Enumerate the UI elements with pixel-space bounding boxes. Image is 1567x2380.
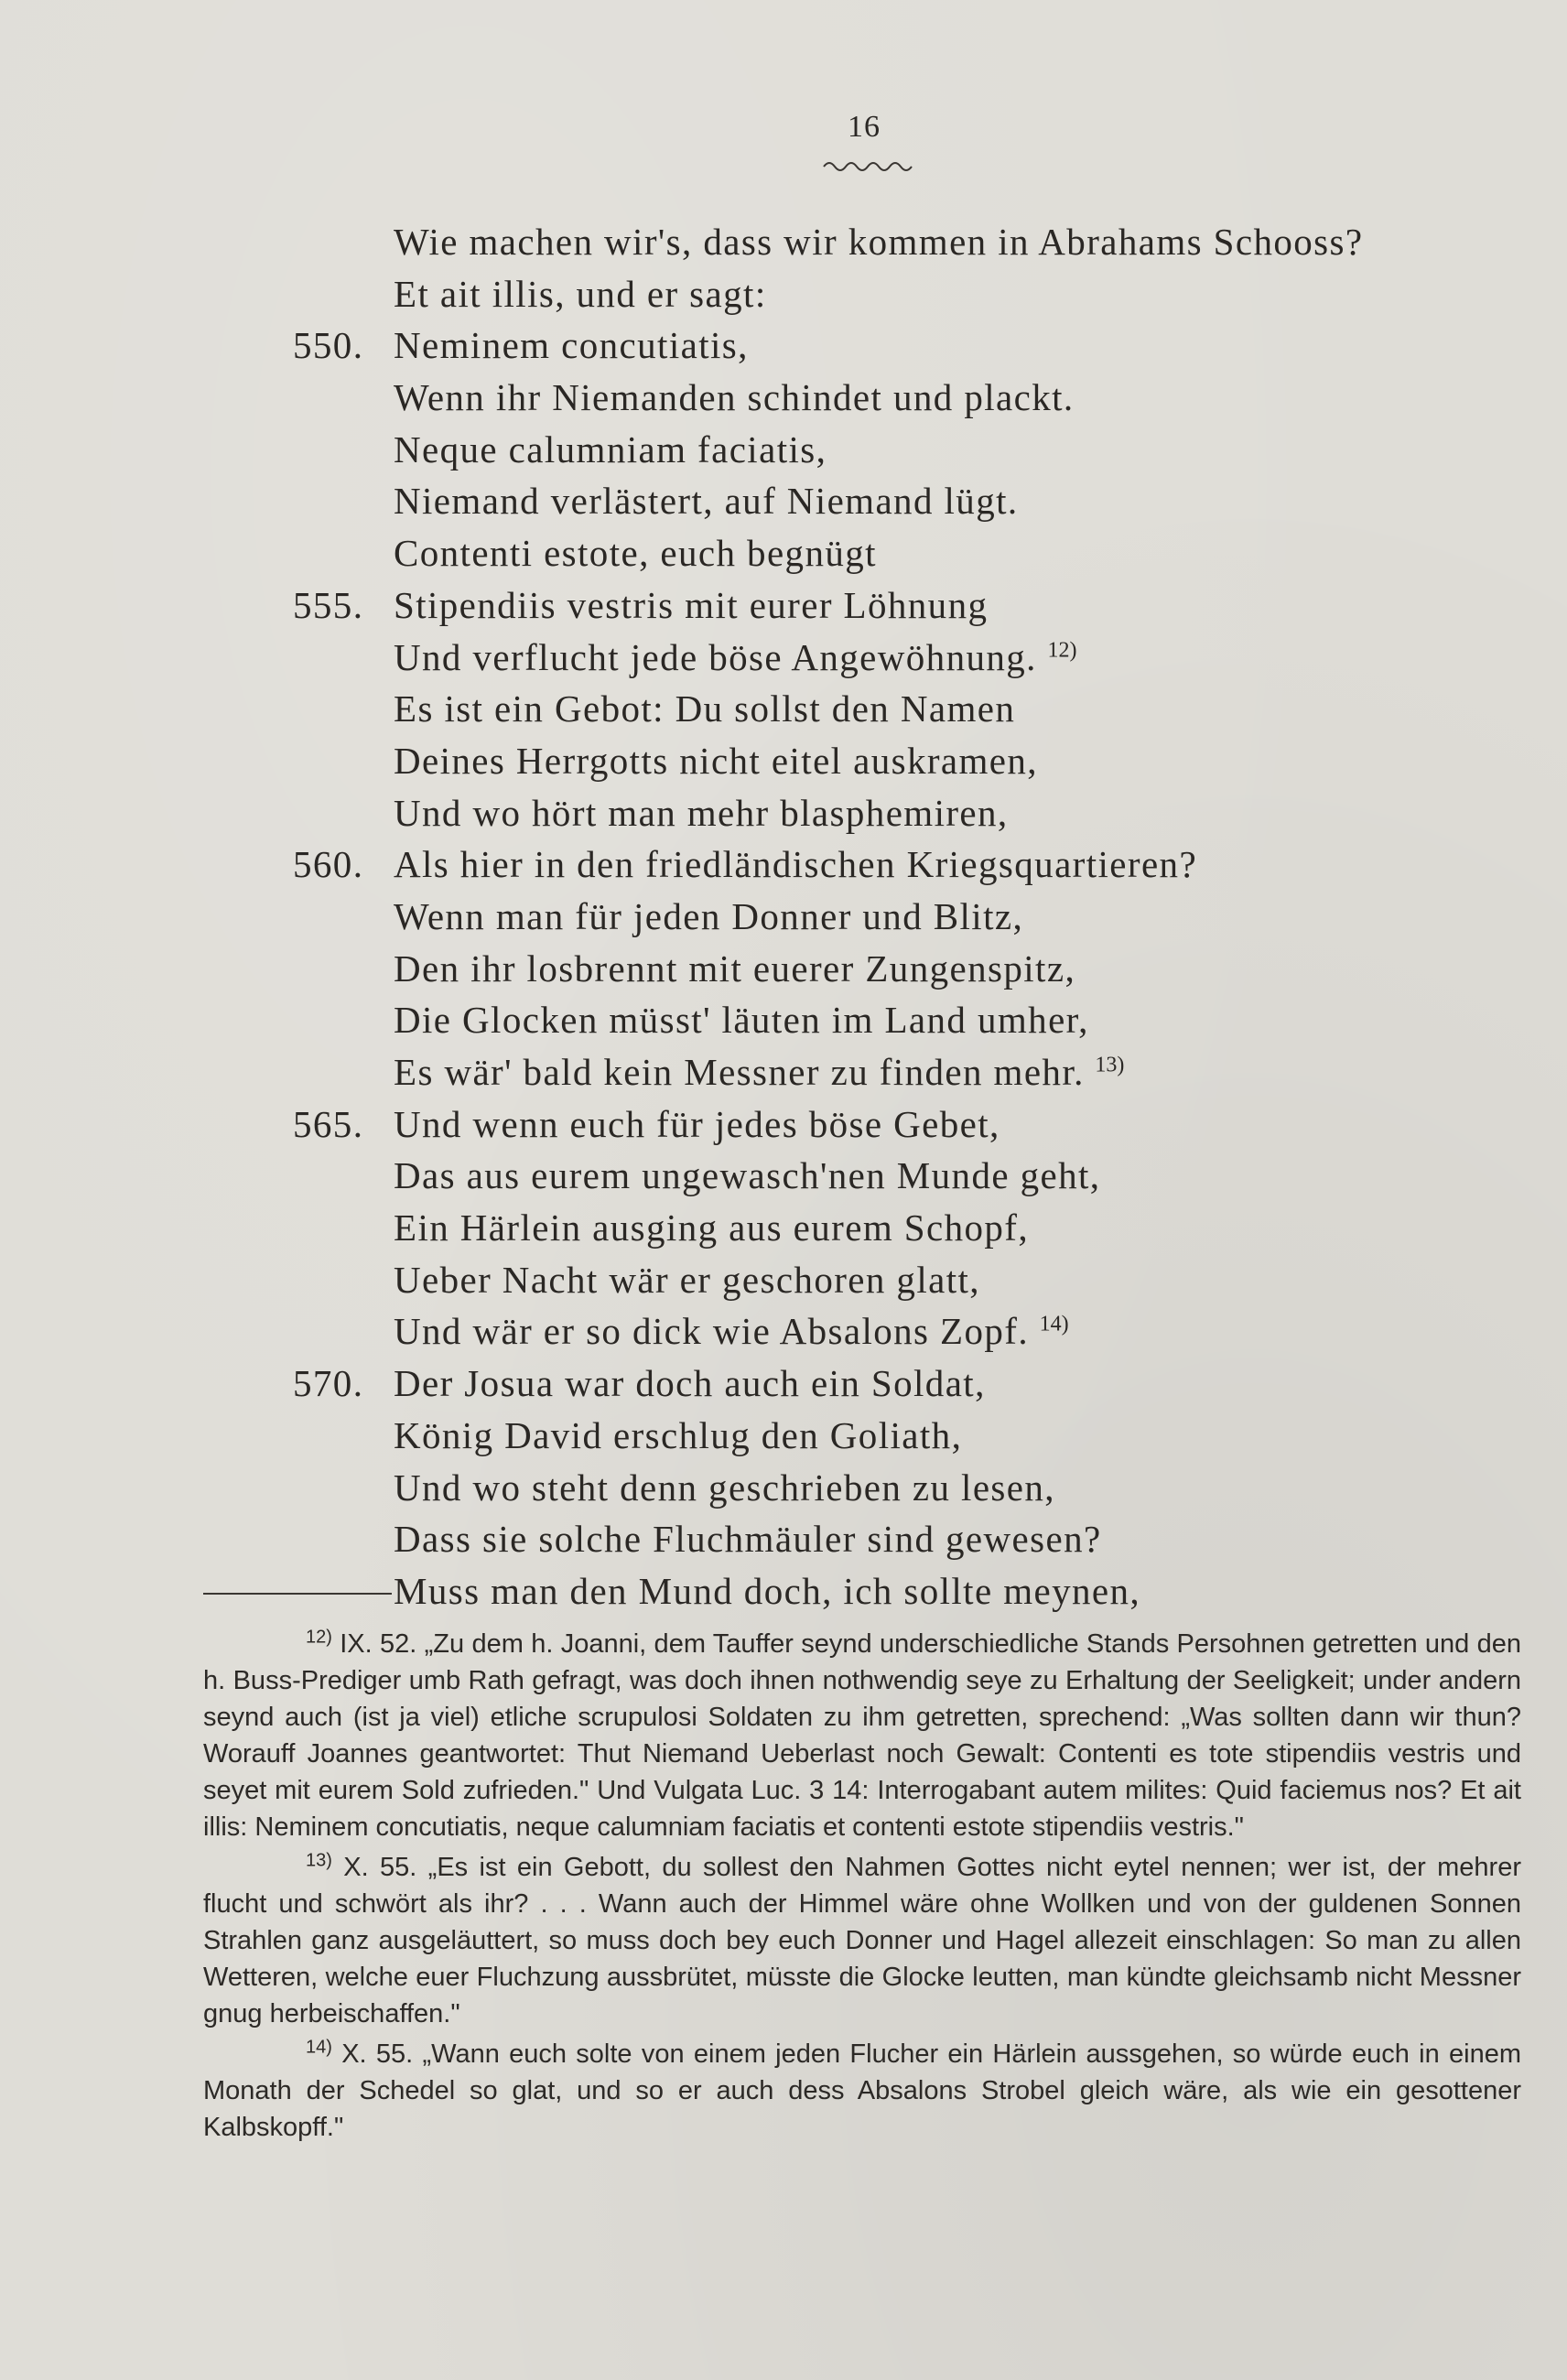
verse-text bbox=[394, 1358, 986, 1410]
verse-text bbox=[394, 1254, 980, 1306]
verse-line bbox=[293, 632, 1501, 684]
footnote-marker: 14) bbox=[1039, 1312, 1069, 1336]
verse-text bbox=[394, 943, 1075, 995]
verse-line bbox=[293, 943, 1501, 995]
verse-text bbox=[394, 1098, 1000, 1151]
verse-text bbox=[394, 735, 1038, 787]
tilde-ornament-icon bbox=[822, 157, 917, 172]
verse-line bbox=[293, 787, 1501, 839]
footnote-divider bbox=[203, 1593, 392, 1595]
verse-number: 570. bbox=[293, 1362, 364, 1405]
verse-text-content: Und verflucht jede böse Angewöhnung. bbox=[394, 635, 1037, 678]
verse-line bbox=[293, 579, 1501, 632]
verse-text-content: Muss man den Mund doch, ich sollte meynen, bbox=[394, 1569, 1141, 1612]
verse-text-content: Als hier in den friedländischen Kriegsquartieren? bbox=[394, 843, 1198, 886]
verse-text-content: Und wo hört man mehr blasphemiren, bbox=[394, 791, 1009, 834]
verse-text-content: Die Glocken müsst' läuten im Land umher, bbox=[394, 999, 1089, 1042]
verse-text bbox=[394, 475, 1019, 527]
footnote-label: 14) bbox=[306, 2037, 332, 2058]
verse-text-content: Dass sie solche Fluchmäuler sind gewesen? bbox=[394, 1518, 1102, 1561]
verse-line bbox=[293, 1046, 1501, 1098]
verse-line bbox=[293, 1410, 1501, 1462]
verse-text bbox=[394, 579, 988, 632]
verse-text bbox=[394, 319, 749, 372]
verse-text-content: Et ait illis, und er sagt: bbox=[394, 272, 767, 315]
verse-text bbox=[394, 1150, 1100, 1202]
verse-number: 565. bbox=[293, 1102, 364, 1145]
verse-line bbox=[293, 1565, 1501, 1617]
verse-text bbox=[394, 1410, 962, 1462]
verse-text-content: Wenn ihr Niemanden schindet und plackt. bbox=[394, 376, 1075, 419]
verse-text bbox=[394, 632, 1077, 684]
footnotes bbox=[203, 1626, 1521, 2146]
footnote bbox=[203, 1626, 1521, 1845]
verse-line bbox=[293, 475, 1501, 527]
verse-line bbox=[293, 735, 1501, 787]
verse-line bbox=[293, 268, 1501, 320]
footnote-marker: 13) bbox=[1095, 1053, 1125, 1077]
verse-line bbox=[293, 1098, 1501, 1151]
verse-text-content: Es ist ein Gebot: Du sollst den Namen bbox=[394, 687, 1016, 730]
verse-number: 550. bbox=[293, 324, 364, 367]
verse-text bbox=[394, 891, 1023, 943]
verse-text bbox=[394, 424, 827, 476]
verse-text bbox=[394, 683, 1015, 735]
verse-block bbox=[293, 216, 1501, 1617]
footnote-text: IX. 52. „Zu dem h. Joanni, dem Tauffer seynd underschiedliche Stands Persohnen getretten und den h. Buss-Prediger umb Rath gefragt, was doch ihnen nothwendig seye zu Erhaltung der Seeligkeit; under andern seynd auch (ist ja viel) etliche scrupulosi Soldaten zu ihm getretten, sprechend: „Was sollten dann wir thun? Worauff Joannes geantwortet: Thut Niemand Ueberlast noch Gewalt: Contenti es tote stipendiis vestris und seyet mit eurem Sold zufrieden." Und Vulgata Luc. 3 14: Interrogabant autem milites: Quid faciemus nos? Et ait illis: Neminem concutiatis, neque calumniam faciatis et contenti estote stipendiis vestris." bbox=[203, 1629, 1521, 1842]
verse-text-content: Und wär er so dick wie Absalons Zopf. bbox=[394, 1310, 1030, 1353]
verse-text-content: Wie machen wir's, dass wir kommen in Abrahams Schooss? bbox=[394, 221, 1364, 263]
verse-text bbox=[394, 1565, 1140, 1617]
verse-line bbox=[293, 1513, 1501, 1565]
verse-line bbox=[293, 319, 1501, 372]
verse-line bbox=[293, 1150, 1501, 1202]
verse-line bbox=[293, 424, 1501, 476]
verse-line bbox=[293, 1358, 1501, 1410]
verse-line bbox=[293, 372, 1501, 424]
verse-text-content: Und wo steht denn geschrieben zu lesen, bbox=[394, 1466, 1055, 1509]
verse-line bbox=[293, 527, 1501, 579]
verse-text-content: Ein Härlein ausging aus eurem Schopf, bbox=[394, 1206, 1029, 1250]
verse-line bbox=[293, 994, 1501, 1046]
verse-line bbox=[293, 1462, 1501, 1514]
verse-text-content: Neminem concutiatis, bbox=[394, 324, 749, 367]
footnote-label: 13) bbox=[306, 1850, 332, 1871]
verse-text-content: Contenti estote, euch begnügt bbox=[394, 532, 877, 575]
verse-line bbox=[293, 1254, 1501, 1306]
footnote-text: X. 55. „Wann euch solte von einem jeden Flucher ein Härlein aussgehen, so würde euch in einem Monath der Schedel so glat, und so er auch dess Absalons Strobel gleich wäre, als wie ein gesottener Kalbskopff." bbox=[203, 2039, 1521, 2142]
footnote-text: X. 55. „Es ist ein Gebott, du sollest den Nahmen Gottes nicht eytel nennen; wer ist, der mehrer flucht und schwört als ihr? . . . Wann auch der Himmel wäre ohne Wollken und von der guldenen Sonnen Strahlen ganz ausgeläuttert, so muss doch bey euch Donner und Hagel allezeit einschlagen: So man zu allen Wetteren, welche euer Fluchzung aussbrütet, müsste die Glocke leutten, man kündte gleichsamb nicht Messner gnug herbeischaffen." bbox=[203, 1853, 1522, 2028]
verse-text bbox=[394, 994, 1089, 1046]
verse-text-content: Und wenn euch für jedes böse Gebet, bbox=[394, 1102, 1000, 1145]
verse-text bbox=[394, 372, 1075, 424]
verse-line bbox=[293, 683, 1501, 735]
verse-text bbox=[394, 527, 877, 579]
verse-number: 560. bbox=[293, 843, 364, 886]
footnote bbox=[203, 1849, 1521, 2032]
verse-text-content: Das aus eurem ungewasch'nen Munde geht, bbox=[394, 1154, 1101, 1197]
verse-text bbox=[394, 1202, 1029, 1254]
verse-text bbox=[394, 1513, 1102, 1565]
verse-text-content: Der Josua war doch auch ein Soldat, bbox=[394, 1362, 986, 1405]
verse-text bbox=[394, 1305, 1069, 1358]
verse-line bbox=[293, 1202, 1501, 1254]
footnote bbox=[203, 2036, 1521, 2146]
verse-text-content: Ueber Nacht wär er geschoren glatt, bbox=[394, 1258, 980, 1301]
verse-text-content: Wenn man für jeden Donner und Blitz, bbox=[394, 894, 1024, 937]
verse-text-content: Neque calumniam faciatis, bbox=[394, 427, 827, 471]
verse-line bbox=[293, 891, 1501, 943]
verse-text-content: Stipendiis vestris mit eurer Löhnung bbox=[394, 583, 989, 626]
verse-text bbox=[394, 1046, 1124, 1098]
verse-text bbox=[394, 1462, 1055, 1514]
verse-text bbox=[394, 268, 767, 320]
verse-text-content: König David erschlug den Goliath, bbox=[394, 1413, 963, 1456]
footnote-marker: 12) bbox=[1047, 637, 1077, 662]
verse-text-content: Den ihr losbrennt mit euerer Zungenspitz, bbox=[394, 947, 1076, 990]
verse-text bbox=[394, 787, 1009, 839]
verse-text-content: Es wär' bald kein Messner zu finden mehr. bbox=[394, 1051, 1085, 1093]
verse-text-content: Deines Herrgotts nicht eitel auskramen, bbox=[394, 739, 1038, 782]
verse-line bbox=[293, 216, 1501, 268]
verse-number: 555. bbox=[293, 583, 364, 626]
verse-text-content: Niemand verlästert, auf Niemand lügt. bbox=[394, 480, 1019, 523]
verse-line bbox=[293, 838, 1501, 891]
footnote-label: 12) bbox=[306, 1627, 332, 1648]
page-number: 16 bbox=[848, 110, 881, 144]
verse-line bbox=[293, 1305, 1501, 1358]
verse-text bbox=[394, 216, 1363, 268]
verse-text bbox=[394, 838, 1197, 891]
